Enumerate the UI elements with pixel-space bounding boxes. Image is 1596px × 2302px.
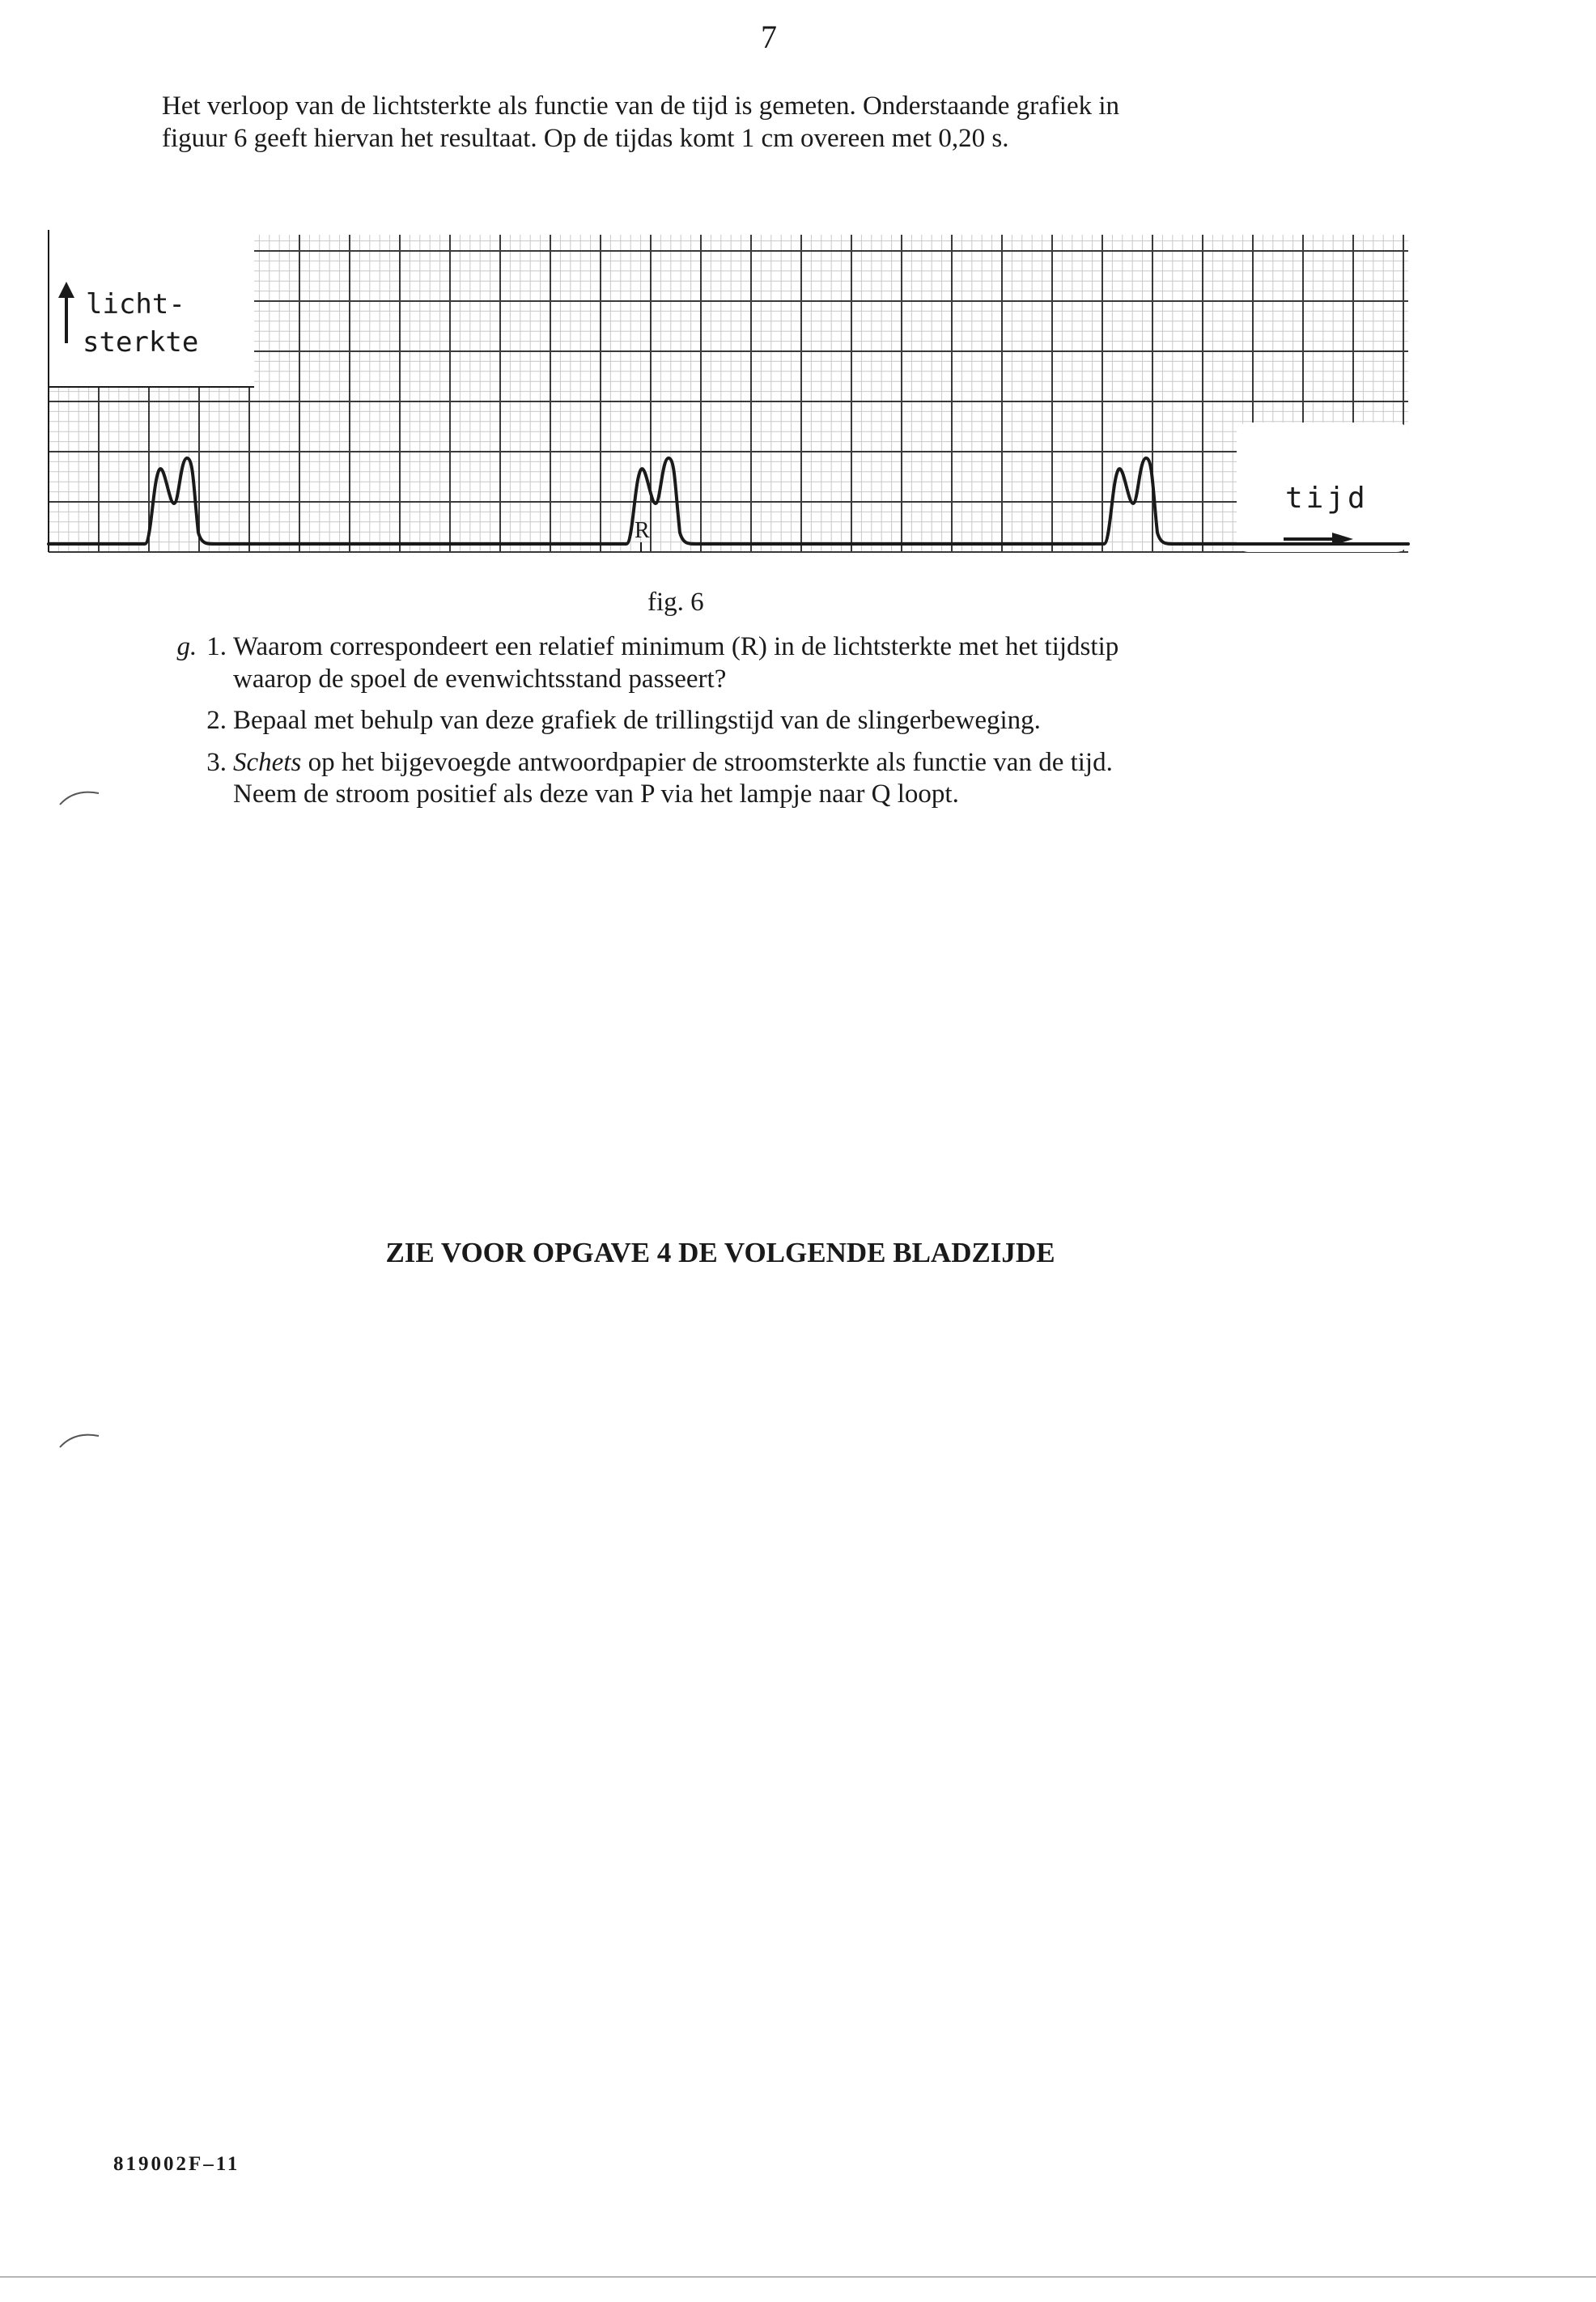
figure-6-light-intensity-chart xyxy=(40,228,1416,568)
question-text: Waarom correspondeert een relatief minimum (R) in de lichtsterkte met het tijdstip xyxy=(233,632,1119,661)
punch-hole-mark xyxy=(57,784,105,808)
footer-code: 819002F–11 xyxy=(113,2153,240,2175)
punch-hole-mark xyxy=(57,1426,105,1450)
x-label: tijd xyxy=(1285,482,1369,515)
question-text-rest: op het bijgevoegde antwoordpapier de stroomsterkte als functie van de tijd. xyxy=(301,747,1113,777)
figure-caption: fig. 6 xyxy=(647,588,704,617)
question-1 xyxy=(162,631,1424,695)
question-text: waarop de spoel de evenwichtsstand passeert? xyxy=(233,664,727,694)
intro-line-2: figuur 6 geeft hiervan het resultaat. Op de tijdas komt 1 cm overeen met 0,20 s. xyxy=(162,123,1009,153)
question-number: 3. xyxy=(206,747,227,777)
page-bottom-rule xyxy=(0,2276,1596,2278)
continue-note: ZIE VOOR OPGAVE 4 DE VOLGENDE BLADZIJDE xyxy=(385,1237,1055,1268)
question-list xyxy=(162,631,1424,821)
intro-paragraph xyxy=(162,91,1424,155)
y-label-line2: sterkte xyxy=(83,326,199,359)
y-label-line1: licht- xyxy=(86,288,185,321)
question-3 xyxy=(162,747,1424,811)
question-emphasis: Schets xyxy=(233,747,302,777)
question-group-prefix: g. xyxy=(176,632,197,661)
question-text xyxy=(233,747,1424,779)
page-number: 7 xyxy=(761,19,777,55)
question-2 xyxy=(162,705,1424,737)
question-number: 1. xyxy=(206,632,227,661)
r-marker-label: R xyxy=(635,518,650,543)
question-text: Neem de stroom positief als deze van P via het lampje naar Q loopt. xyxy=(233,779,959,809)
intro-line-1: Het verloop van de lichtsterkte als functie van de tijd is gemeten. Onderstaande grafiek in xyxy=(162,91,1120,121)
question-number: 2. xyxy=(206,706,227,736)
question-text: Bepaal met behulp van deze grafiek de trillingstijd van de slingerbeweging. xyxy=(233,706,1041,736)
